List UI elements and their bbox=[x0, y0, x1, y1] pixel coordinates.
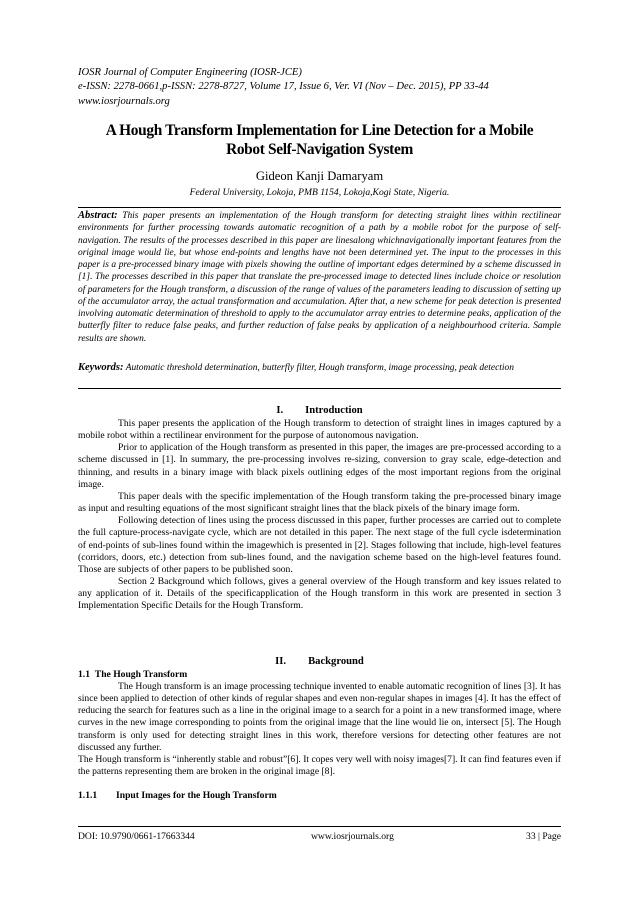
abstract-text: This paper presents an implementation of the Hough transform for detecting straight lines within rectilinear environments for further processing towards automatic recognition of a path by a mobile robot for the purpose of self-navigation. The results of the processes described in this paper are linesalong whichnavigationally important features from the original image would lie, but whose end-points and lengths have not been determined yet. The input to the processes in this paper is a pre-processed binary image with pixels showing the outline of important edges determined by a scheme discussed in [1]. The processes described in this paper that translate the pre-processed image to detected lines include choice or resolution of parameters for the Hough transform, a discussion of the range of values of the parameters leading to discussion of setting up of the accumulator array, the actual transformation and accumulation. After that, a new scheme for peak detection is presented involving automatic determination of threshold to apply to the accumulator array entries to determine peaks, application of the butterfly filter to reduce false peaks, and further reduction of false peaks by application of a neighbourhood criteria. Sample results are shown. bbox=[78, 211, 561, 344]
section-title: Background bbox=[308, 656, 364, 667]
journal-name: IOSR Journal of Computer Engineering (IOSR-JCE) bbox=[78, 67, 302, 78]
section-title: Introduction bbox=[305, 405, 363, 416]
background-body bbox=[78, 681, 561, 778]
keywords bbox=[78, 362, 561, 374]
author-affiliation: Federal University, Lokoja, PMB 1154, Lokoja,Kogi State, Nigeria. bbox=[189, 187, 450, 198]
journal-url: www.iosrjournals.org bbox=[78, 95, 170, 107]
paragraph: This paper deals with the specific implementation of the Hough transform taking the pre-processed binary image as input and resulting equations of the most significant straight lines that the black pixels of the binary image form. bbox=[78, 490, 561, 515]
keywords-text: Automatic threshold determination, butterfly filter, Hough transform, image processing, peak detection bbox=[125, 363, 514, 373]
paragraph: Following detection of lines using the process discussed in this paper, further processes are carried out to complete the full capture-process-navigate cycle, which are not detailed in this paper. The next stage of the full cycle isdetermination of end-points of sub-lines found within the imagewhich is presented in [2]. Stages following that include, high-level features (corridors, doors, etc.) detection from sub-lines found, and the navigation scheme based on the high-level features found. Those are subjects of other papers to be published soon. bbox=[78, 515, 561, 575]
subsubsection-heading-input-images bbox=[78, 790, 561, 802]
paragraph: The Hough transform is an image processing technique invented to enable automatic recognition of lines [3]. It has since been applied to detection of other kinds of regular shapes and even non-regular shapes in images [4]. It has the effect of reducing the search for features such as a line in the original image to a search for a point in a new transformed image, where curves in the new image corresponding to points from the original image that the line would lie on, intersect [5]. The Hough transform is only used for detecting straight lines in this work, therefore versions for detecting other features are not discussed any further. bbox=[78, 681, 561, 753]
abstract-bottom-rule bbox=[78, 388, 561, 389]
footer-rule bbox=[78, 826, 561, 827]
subsection-heading-hough-transform bbox=[78, 669, 561, 681]
abstract bbox=[78, 210, 561, 345]
paragraph: The Hough transform is “inherently stable and robust”[6]. It copes very well with noisy images[7]. It can find features even if the patterns representing them are broken in the original image [8]. bbox=[78, 753, 561, 778]
keywords-label: Keywords: bbox=[78, 362, 124, 373]
paper-title-line2: Robot Self-Navigation System bbox=[226, 141, 413, 158]
subsubsection-title: Input Images for the Hough Transform bbox=[116, 790, 277, 801]
paper-title-line1: A Hough Transform Implementation for Line Detection for a Mobile bbox=[105, 122, 534, 139]
introduction-body bbox=[78, 418, 561, 613]
subsection-title: The Hough Transform bbox=[94, 669, 188, 680]
paragraph: Section 2 Background which follows, gives a general overview of the Hough transform and key issues related to any application of it. Details of the specificapplication of the Hough transform in this work are presented in section 3 Implementation Specific Details for the Hough Transform. bbox=[78, 576, 561, 612]
footer-page-number: 33 | Page bbox=[526, 831, 561, 842]
abstract-top-rule bbox=[78, 207, 561, 208]
journal-header bbox=[78, 66, 561, 109]
section-number: I. bbox=[276, 405, 284, 416]
journal-issn: e-ISSN: 2278-0661,p-ISSN: 2278-8727, Volume 17, Issue 6, Ver. VI (Nov – Dec. 2015), PP 33-44 bbox=[78, 81, 489, 93]
author-name: Gideon Kanji Damaryam bbox=[255, 169, 384, 183]
section-heading-introduction bbox=[78, 404, 561, 417]
section-number: II. bbox=[275, 656, 287, 667]
section-heading-background bbox=[78, 655, 561, 668]
footer-site: www.iosrjournals.org bbox=[311, 831, 394, 842]
paragraph: Prior to application of the Hough transform as presented in this paper, the images are pre-processed according to a scheme discussed in [1]. In summary, the pre-processing involves re-sizing, conversion to gray scale, edge-detection and thinning, and results in a binary image with black pixels outlining edges of the most important regions from the original image. bbox=[78, 442, 561, 490]
subsubsection-number: 1.1.1 bbox=[78, 790, 98, 801]
footer-doi: DOI: 10.9790/0661-17663344 bbox=[78, 831, 195, 842]
paper-title bbox=[78, 121, 561, 159]
subsection-number: 1.1 bbox=[78, 669, 90, 680]
abstract-label: Abstract: bbox=[78, 210, 118, 221]
paragraph: This paper presents the application of the Hough transform to detection of straight lines in images captured by a mobile robot within a rectilinear environment for the purpose of autonomous navigation. bbox=[78, 418, 561, 442]
